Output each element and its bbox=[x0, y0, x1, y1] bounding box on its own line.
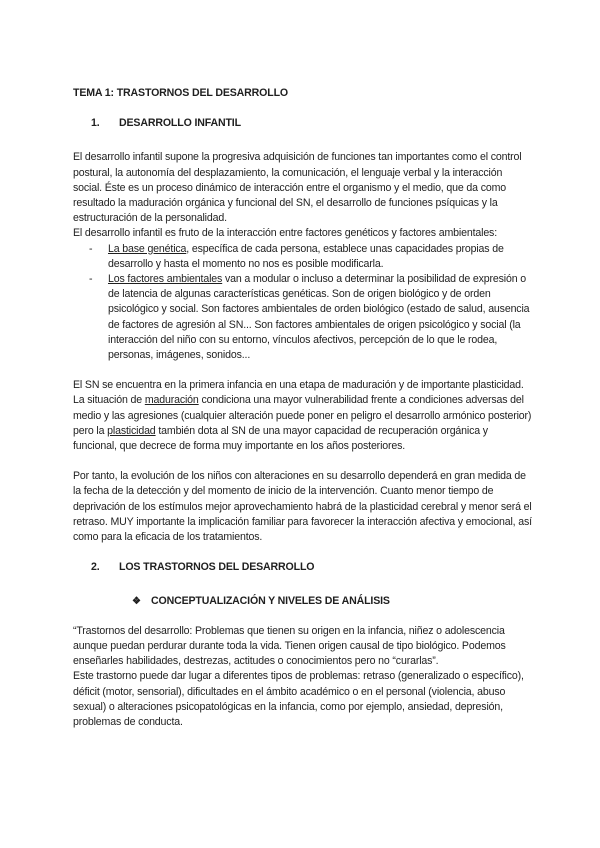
dash-marker: - bbox=[89, 273, 93, 286]
list-item bbox=[73, 272, 533, 363]
paragraph: El desarrollo infantil es fruto de la interacción entre factores genéticos y factores ambientales: bbox=[73, 227, 497, 240]
paragraph: “Trastornos del desarrollo: Problemas que tienen su origen en la infancia, niñez o adolescencia aunque puedan perdurar durante toda la vida. Tienen origen causal de tipo biológico. Podemos enseñarles habilidades, destrezas, actitudes o conocimientos pero no “curarlas”. bbox=[73, 624, 506, 668]
paragraph: El desarrollo infantil supone la progresiva adquisición de funciones tan importantes como el control postural, la autonomía del desplazamiento, la comunicación, el lenguaje verbal y la interacción social. Éste es un proceso dinámico de interacción entre el organismo y el medio, que da como resultado la maduración orgánica y funcional del SN, el desarrollo de funciones psíquicas y la estructuración de la personalidad. bbox=[73, 151, 522, 225]
paragraph: Este trastorno puede dar lugar a diferentes tipos de problemas: retraso (generalizado o específico), déficit (motor, sensorial), dificultades en el ámbito académico o en el personal (violencia, abuso sexual) o alteraciones psicopatológicas en la infancia, como por ejemplo, ansiedad, depresión, problemas de conducta. bbox=[73, 670, 524, 728]
section-number: 2. bbox=[91, 561, 100, 574]
paragraph bbox=[73, 378, 533, 454]
list-item-body: van a modular o incluso a determinar la posibilidad de expresión o de latencia de algunas características genéticas. Son de origen biológico y de orden psicológico y social. Son factores ambientales de orden biológico (estado de salud, ausencia de factores de agresión al SN... Son factores ambientales de origen psicológico y social (la interacción del niño con su entorno, vínculos afectivos, percepción de lo que le rodea, personas, imágenes, sonidos... bbox=[108, 273, 530, 362]
section-title: LOS TRASTORNOS DEL DESARROLLO bbox=[119, 561, 315, 574]
section-title: DESARROLLO INFANTIL bbox=[119, 117, 241, 130]
document-title: TEMA 1: TRASTORNOS DEL DESARROLLO bbox=[73, 87, 288, 99]
list-item-body: , específica de cada persona, establece unas capacidades propias de desarrollo y hasta el momento no nos es posible modificarla. bbox=[108, 242, 504, 270]
underlined-term: plasticidad bbox=[107, 424, 156, 437]
underlined-term: maduración bbox=[144, 394, 199, 407]
list-item-text bbox=[108, 242, 533, 272]
underlined-term: La base genética bbox=[108, 242, 187, 255]
subsection-heading bbox=[73, 594, 533, 609]
list-item-text bbox=[108, 272, 533, 363]
paragraph: Por tanto, la evolución de los niños con alteraciones en su desarrollo dependerá en gran medida de la fecha de la detección y del momento de inicio de la intervención. Cuanto menor tiempo de deprivación de los estímulos mejor aprovechamiento habrá de la plasticidad cerebral y menor será el retraso. MUY importante la implicación familiar para favorecer la interacción afectiva y emocional, así como para la eficacia de los tratamientos. bbox=[73, 470, 532, 544]
diamond-bullet-icon: ❖ bbox=[132, 596, 141, 608]
section-number: 1. bbox=[91, 117, 100, 130]
document-body bbox=[73, 86, 533, 730]
text-run: El SN se encuentra en la primera infancia en una etapa de maduración y de importante plasticidad. La situación de bbox=[73, 379, 524, 407]
dash-marker: - bbox=[89, 242, 93, 255]
list-item bbox=[73, 242, 533, 272]
bullet-list bbox=[73, 242, 533, 364]
subsection-title: CONCEPTUALIZACIÓN Y NIVELES DE ANÁLISIS bbox=[151, 595, 390, 608]
section-heading-2 bbox=[73, 560, 533, 575]
text-run: también dota al SN de una mayor capacidad de recuperación orgánica y funcional, que decrece de forma muy importante en los años posteriores. bbox=[73, 424, 488, 453]
underlined-term: Los factores ambientales bbox=[108, 273, 223, 286]
section-heading-1 bbox=[73, 116, 533, 131]
text-run: condiciona una mayor vulnerabilidad frente a condiciones adversas del medio y las agresiones (cualquier alteración puede poner en peligro el desarrollo armónico posterior) pero la bbox=[73, 394, 532, 437]
